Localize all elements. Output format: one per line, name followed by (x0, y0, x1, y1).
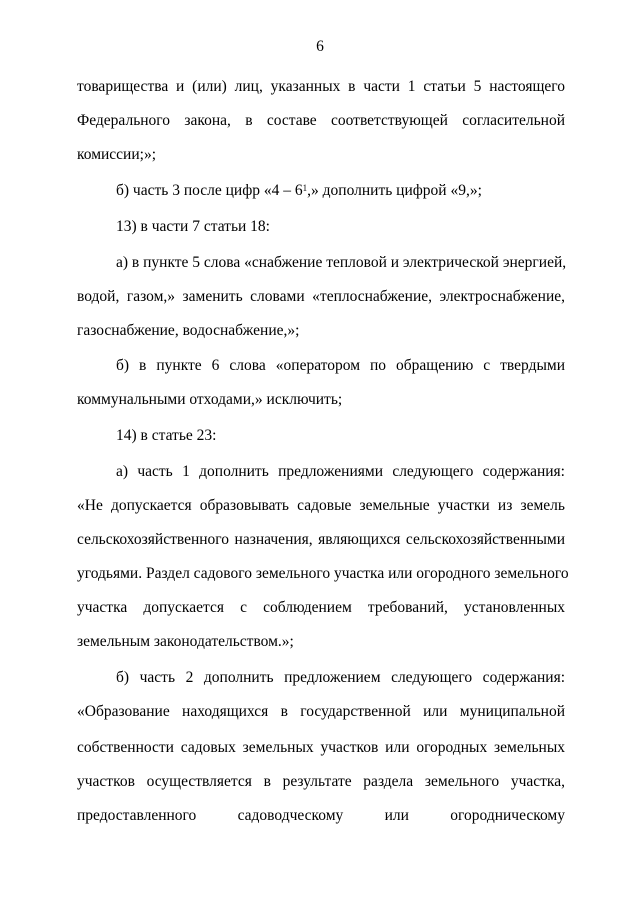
text-line: товарищества и (или) лиц, указанных в части 1 статьи 5 настоящего (77, 78, 565, 95)
text-line: 13) в части 7 статьи 18: (116, 218, 270, 235)
text-line: сельскохозяйственного назначения, являющихся сельскохозяйственными (77, 531, 565, 548)
text-line: угодьями. Раздел садового земельного участка или огородного земельного (77, 565, 569, 582)
text-line: Федерального закона, в составе соответствующей согласительной (77, 112, 565, 129)
text-line: водой, газом,» заменить словами «теплоснабжение, электроснабжение, (77, 288, 565, 305)
text-line: газоснабжение, водоснабжение,»; (77, 322, 300, 339)
line-text-before: б) часть 3 после цифр «4 – 6 (116, 182, 303, 199)
text-line: комиссии;»; (77, 146, 157, 163)
text-line: б) часть 2 дополнить предложением следующего содержания: (116, 669, 565, 686)
text-line: а) в пункте 5 слова «снабжение тепловой и электрической энергией, (116, 254, 567, 271)
text-line: «Образование находящихся в государственной или муниципальной (77, 703, 565, 720)
text-line: коммунальными отходами,» исключить; (77, 391, 343, 408)
text-line-with-superscript (116, 181, 565, 201)
superscript: 1 (302, 183, 308, 193)
text-line: а) часть 1 дополнить предложениями следующего содержания: (116, 463, 565, 480)
text-line: участков осуществляется в результате раздела земельного участка, (77, 773, 565, 790)
text-line: б) в пункте 6 слова «оператором по обращению с твердыми (116, 357, 565, 374)
text-line: собственности садовых земельных участков или огородных земельных (77, 739, 565, 756)
text-line: 14) в статье 23: (116, 427, 217, 444)
text-line: земельным законодательством.»; (77, 633, 294, 650)
text-line: предоставленного садоводческому или огородническому (77, 807, 565, 824)
line-text-after: ,» дополнить цифрой «9,»; (307, 182, 482, 199)
text-line: «Не допускается образовывать садовые земельные участки из земель (77, 497, 565, 514)
page-number: 6 (316, 38, 324, 55)
text-line: участка допускается с соблюдением требований, установленных (77, 599, 565, 616)
